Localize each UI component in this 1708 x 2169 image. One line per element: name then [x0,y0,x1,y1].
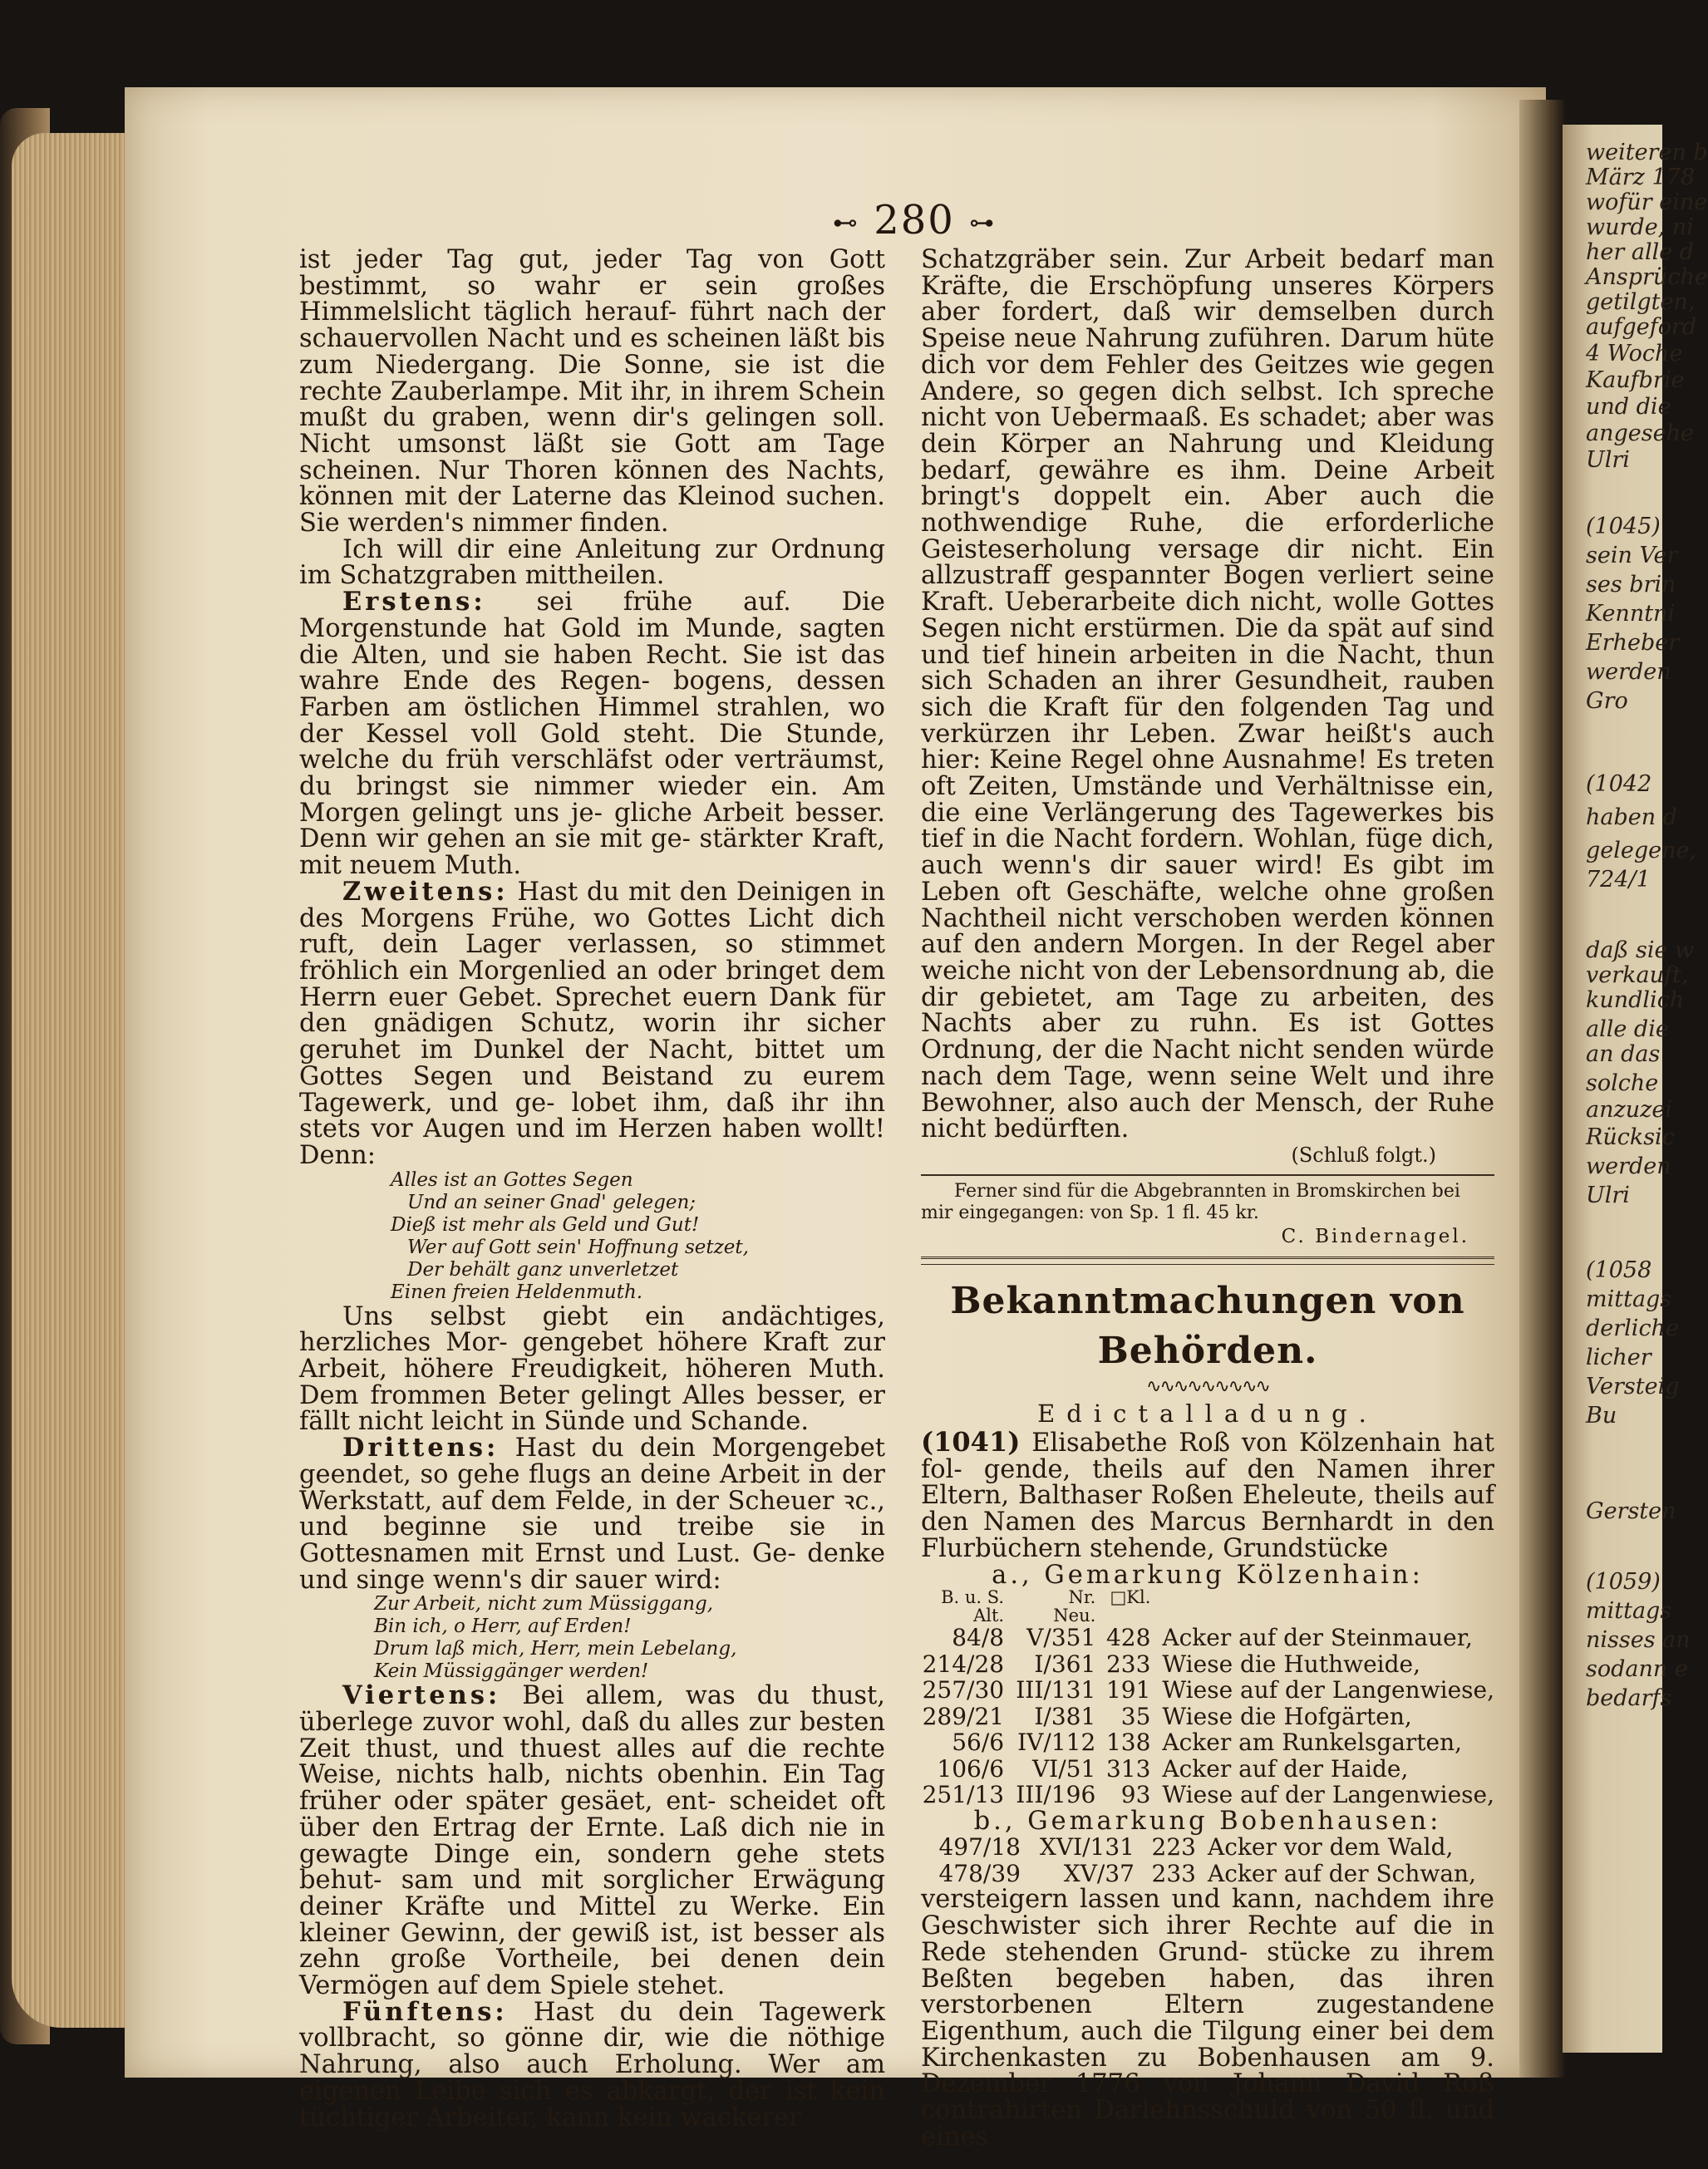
continuation-note: (Schluß folgt.) [1291,1143,1436,1167]
table-cell-neu: III/131 [1016,1676,1096,1704]
paragraph-lead: Fünftens: [342,1996,508,2027]
table-cell-alt: 84/8 [952,1624,1005,1652]
next-page-text: alle die [1586,1016,1669,1042]
next-page-text: werden [1586,659,1671,685]
table-cell-kl: 138 [1105,1729,1151,1757]
next-page-text: weiteren b [1586,140,1708,165]
next-page-text: (1058 [1586,1257,1652,1283]
table-cell-neu: XVI/131 [1039,1833,1135,1862]
donation-note: Ferner sind für die Abgebrannten in Bromskirchen bei mir eingegangen: von Sp. 1 fl. 45 kr. [921,1180,1460,1223]
table-cell-neu: I/381 [1034,1702,1096,1730]
next-page-text: solche [1586,1070,1659,1096]
table-cell-desc: Wiese die Huthweide, [1162,1650,1421,1678]
gemarkung-heading: a., Gemarkung Kölzenhain: [992,1560,1424,1590]
next-page-text: angesehe [1586,421,1694,446]
notice-paragraph [921,1426,1494,1563]
next-page-text: kundlich [1586,987,1685,1013]
next-page-fragment [1563,125,1708,2053]
next-page-text: gelegene, [1586,838,1697,863]
next-page-text: her alle d [1586,239,1695,265]
page-number-text: 280 [874,197,955,243]
paragraph: ist jeder Tag gut, jeder Tag von Gott bestimmt, so wahr er sein großes Himmelslicht täglich herauf- führt nach der schauervollen Nacht und es scheinen läßt bis zum Niedergang. Die Sonne, sie ist die rechte Zauberlampe. Mit ihr, in ihrem Schein mußt du graben, wenn dir's gelingen soll. Nicht umsonst läßt sie Gott am Tage scheinen. Nur Thoren können des Nachts, können mit der Laterne das Kleinod suchen. Sie werden's nimmer finden. [299,245,885,539]
ornament-left-icon: ⊷ [832,209,859,238]
paragraph [299,876,885,1170]
paragraph: Ich will dir eine Anleitung zur Ordnung im Schatzgraben mittheilen. [299,534,885,591]
ornament-right-icon: ⊶ [969,209,997,238]
table-cell-kl: 233 [1105,1650,1151,1678]
table-cell-desc: Wiese auf der Langenwiese, [1162,1676,1494,1704]
next-page-text: wofür eine [1586,189,1708,215]
table-cell-kl: 313 [1105,1754,1151,1783]
table-cell-neu: VI/51 [1031,1754,1096,1783]
divider [921,1174,1494,1176]
verse-line: Bin ich, o Herr, auf Erden! [374,1616,632,1638]
table-cell-neu: III/196 [1016,1781,1096,1809]
verse-line: Der behält ganz unverletzet [407,1258,679,1281]
next-page-text: Ulri [1586,447,1630,473]
next-page-text: Kaufbrie [1586,367,1685,393]
table-row [921,1782,1494,1808]
notice-paragraph: versteigern lassen und kann, nachdem ihre Geschwister sich ihrer Rechte auf die in Rede stehenden Grund- stücke zu ihrem Beßten begeben haben, das ihren verstorbenen Eltern zugestandene Eigenthum, auch die Tilgung einer bei dem Kirchenkasten zu Bobenhausen am 9. Dezember 1776 von Johann David Roß contrahirten Darlehnsschuld von 50 fl. und eines [921,1885,1494,2152]
paragraph-lead: Zweitens: [342,876,509,907]
verse-line: Drum laß mich, Herr, mein Lebelang, [374,1638,737,1660]
next-page-text: (1042 [1586,771,1652,797]
next-page-text: mittags [1586,1286,1672,1312]
table-row [921,1677,1494,1704]
table-row [921,1861,1494,1887]
donation-signature: C. Bindernagel. [1281,1225,1469,1247]
table-cell-alt: 56/6 [952,1729,1005,1757]
next-page-text: 724/1 [1586,867,1651,893]
header-cell [1162,1588,1494,1606]
paragraph: Uns selbst giebt ein andächtiges, herzliches Mor- gengebet höhere Kraft zur Arbeit, höhere Freudigkeit, höheren Muth. Dem frommen Beter gelingt Alles besser, er fällt nicht leicht in Sünde und Schande. [299,1301,885,1437]
paragraph-lead: Drittens: [342,1433,500,1463]
next-page-text: (1059) [1586,1569,1661,1595]
table-cell-kl: 35 [1120,1702,1151,1730]
notice-subheading: Edictalladung. [1037,1399,1378,1429]
next-page-text: verkauft, [1586,962,1689,988]
next-page-text: Gro [1586,688,1628,714]
next-page-text: Gersten [1586,1498,1676,1524]
property-table [921,1834,1494,1886]
verse-line: Einen freien Heldenmuth. [391,1281,643,1303]
next-page-text: sodann e [1586,1656,1688,1682]
gemarkung-heading: b., Gemarkung Bobenhausen: [973,1806,1442,1836]
table-row [921,1756,1494,1783]
paragraph-lead: Erstens: [342,587,486,617]
paragraph-body: Hast du dein Tagewerk vollbracht, so gönne dir, wie die nöthige Nahrung, also auch Erholung. Wer am eigenen Leibe sich es abkargt, der ist kein tüchtiger Arbeiter, kann kein wackerer [299,1997,885,2132]
next-page-text: mittags [1586,1598,1672,1624]
table-body-b [921,1834,1494,1886]
paragraph: Schatzgräber sein. Zur Arbeit bedarf man Kräfte, die Erschöpfung unseres Körpers aber fordert, daß wir demselben durch Speise neue Nahrung zuführen. Darum hüte dich vor dem Fehler des Geitzes wie gegen Andere, so gegen dich selbst. Ich spreche nicht von Uebermaaß. Es schadet; aber was dein Körper an Nahrung und Kleidung bedarf, gewähre es ihm. Deine Arbeit bringt's doppelt ein. Aber auch die nothwendige Ruhe, die erforderliche Geisteserholung versage dir nicht. Ein allzustraff gespannter Bogen verliert seine Kraft. Ueberarbeite dich nicht, wolle Gottes Segen nicht erstürmen. Die da spät auf sind und tief hinein arbeiten in die Nacht, thun sich Schaden an ihrer Gesundheit, rauben sich die Kraft für den folgenden Tag und verkürzen ihr Leben. Zwar heißt's auch hier: Keine Regel ohne Ausnahme! Es treten oft Zeiten, Umstände und Verhältnisse ein, die eine Verlängerung des Tagewerkes bis tief in die Nacht fordern. Wohlan, füge dich, auch wenn's dir sauer wird! Es gibt im Leben oft Geschäfte, welche ohne großen Nachtheil nicht verschoben werden können auf den andern Morgen. In der Regel aber weiche nicht von der Lebensordnung ab, die dir gebietet, am Tage zu arbeiten, des Nachts aber zu ruhn. Es ist Gottes Ordnung, der die Nacht nicht senden würde nach dem Tage, wenn seine Welt und ihre Bewohner, also auch der Mensch, der Ruhe nicht bedürften. [921,245,1494,1144]
next-page-text: März 178 [1586,165,1695,190]
right-column [921,247,1494,2150]
table-cell-kl: 428 [1105,1624,1151,1652]
header-cell [1162,1606,1494,1625]
table-cell-desc: Acker am Runkelsgarten, [1162,1729,1463,1757]
table-cell-alt: 289/21 [922,1702,1005,1730]
next-page-text: nisses an [1586,1627,1691,1653]
next-page-text: ses brin [1586,572,1676,598]
page-number [815,197,1014,243]
verse-block [374,1593,885,1683]
table-cell-kl: 223 [1151,1833,1196,1862]
verse-line: Wer auf Gott sein' Hoffnung setzet, [407,1236,749,1258]
paragraph-lead: Viertens: [342,1680,501,1711]
table-row [921,1651,1494,1678]
ornament-divider-icon: ∿∿∿∿∿∿∿∿∿ [1146,1376,1269,1398]
header-cell: Nr. [1068,1587,1096,1608]
table-cell-kl: 191 [1105,1676,1151,1704]
verse-block [391,1169,885,1304]
table-body-a [921,1625,1494,1808]
next-page-text: bedarfs [1586,1685,1672,1711]
table-cell-alt: 106/6 [937,1754,1005,1783]
table-cell-alt: 251/13 [922,1781,1005,1809]
next-page-text: Kenntni [1586,601,1676,627]
next-page-text: aufgeford [1586,314,1697,340]
verse-line: Dieß ist mehr als Geld und Gut! [391,1213,700,1236]
paragraph [299,1996,885,2132]
table-row [921,1729,1494,1756]
section-heading: Bekanntmachungen von Behörden. [950,1280,1465,1373]
verse-line: Alles ist an Gottes Segen [391,1168,633,1191]
next-page-text: und die [1586,394,1671,420]
table-row [921,1704,1494,1730]
table-cell-kl: 93 [1120,1781,1151,1809]
table-cell-desc: Acker auf der Haide, [1162,1754,1409,1783]
left-column [299,247,885,2131]
notice-number: (1041) [921,1426,1021,1458]
next-page-text: daß sie w [1586,937,1695,963]
table-cell-desc: Wiese auf der Langenwiese, [1162,1781,1494,1809]
next-page-text: sein Ver [1586,543,1678,568]
paragraph-body: sei frühe auf. Die Morgenstunde hat Gold im Munde, sagten die Alten, und sie haben Recht. Sie ist das wahre Ende des Regen- bogens, dessen Farben am östlichen Himmel strahlen, wo der Kessel voll Gold steht. Die Stunde, welche du früh verschläfst oder verträumst, du bringst sie nimmer wieder ein. Am Morgen gelingt uns je- gliche Arbeit besser. Denn wir gehen an sie mit ge- stärkter Kraft, mit neuem Muth. [299,588,885,881]
next-page-text: Ansprüche [1586,264,1708,290]
table-header-row [921,1588,1494,1606]
double-divider [921,1257,1494,1265]
table-cell-alt: 478/39 [938,1859,1021,1887]
paragraph-body: Hast du mit den Deinigen in des Morgens Frühe, wo Gottes Licht dich ruft, dein Lager verlassen, so stimmet fröhlich ein Morgenlied an oder bringet dem Herrn euer Gebet. Sprechet euern Dank für den gnädigen Schutz, worin ihr sicher geruhet im Dunkel der Nacht, bittet um Gottes Segen und Beistand zu eurem Tagewerk, und ge- lobet ihm, daß ihr ihn stets vor Augen und im Herzen haben wollt! Denn: [299,877,885,1170]
table-cell-alt: 257/30 [922,1676,1005,1704]
table-row [921,1834,1494,1861]
verse-line: Und an seiner Gnad' gelegen; [407,1191,696,1213]
notice-intro: Elisabethe Roß von Kölzenhain hat fol- gende, theils auf den Namen ihrer Eltern, Balthaser Roßen Eheleute, theils auf den Namen des Marcus Bernhardt in den Flurbüchern stehende, Grundstücke [921,1429,1494,1563]
verse-line: Kein Müssiggänger werden! [374,1660,649,1683]
next-page-text: getilgten, [1586,289,1696,315]
next-page-text: Rücksic [1586,1124,1675,1150]
next-page-text: licher [1586,1345,1651,1370]
table-cell-alt: 497/18 [938,1833,1021,1862]
table-cell-neu: XV/37 [1063,1859,1135,1887]
next-page-text: derliche [1586,1316,1679,1341]
table-cell-kl: 233 [1151,1859,1196,1887]
next-page-text: Erheber [1586,630,1680,656]
book-gutter [1519,100,1565,2078]
paragraph [299,1435,885,1593]
table-cell-neu: IV/112 [1017,1729,1096,1757]
property-table [921,1588,1494,1808]
next-page-text: Ulri [1586,1183,1630,1208]
paragraph-body: Bei allem, was du thust, überlege zuvor wohl, daß du alles zur besten Zeit thust, und thuest alles auf die rechte Weise, nichts halb, nichts obenhin. Ein Tag früher oder später gesäet, ent- scheidet oft über den Ertrag der Ernte. Laß dich nie in gewagte Dinge ein, sondern gehe stets behut- sam und mit sorglicher Erwägung deiner Kräfte und Mittel zu Werke. Ein kleiner Gewinn, der gewiß ist, ist besser als zehn große Vortheile, bei denen dein Vermögen auf dem Spiele stehet. [299,1681,885,2001]
table-cell-desc: Acker auf der Steinmauer, [1162,1624,1473,1652]
header-cell: B. u. S. [941,1587,1005,1608]
table-cell-desc: Acker auf der Schwan, [1208,1859,1476,1887]
header-cell: □Kl. [1110,1587,1151,1608]
paragraph-body: Hast du dein Morgengebet geendet, so gehe flugs an deine Arbeit in der Werkstatt, auf dem Felde, in der Scheuer ꝛc., und beginne sie und treibe sie in Gottesnamen mit Ernst und Lust. Ge- denke und singe wenn's dir sauer wird: [299,1434,885,1595]
next-page-text: Bu [1586,1403,1617,1429]
header-cell [1105,1606,1162,1625]
table-cell-desc: Wiese die Hofgärten, [1162,1702,1412,1730]
next-page-text: Versteig [1586,1374,1680,1399]
paragraph [299,1680,885,2001]
table-cell-neu: I/361 [1034,1650,1096,1678]
next-page-text: anzuzei [1586,1097,1672,1123]
verse-line: Zur Arbeit, nicht zum Müssiggang, [374,1593,714,1616]
table-cell-neu: V/351 [1026,1624,1096,1652]
header-cell: Neu. [1053,1606,1096,1626]
paragraph [299,589,885,879]
next-page-text: (1045) [1586,514,1661,539]
next-page-text: wurde, ni [1586,214,1694,240]
header-cell: Alt. [973,1606,1005,1626]
next-page-text: 4 Woche [1586,341,1683,366]
table-row [921,1625,1494,1651]
table-header-row [921,1606,1494,1625]
page-edges [12,133,136,2028]
table-cell-desc: Acker vor dem Wald, [1208,1833,1454,1862]
next-page-text: haben d [1586,804,1678,830]
table-cell-alt: 214/28 [922,1650,1005,1678]
next-page-text: an das [1586,1041,1661,1067]
next-page-text: werden [1586,1153,1671,1179]
